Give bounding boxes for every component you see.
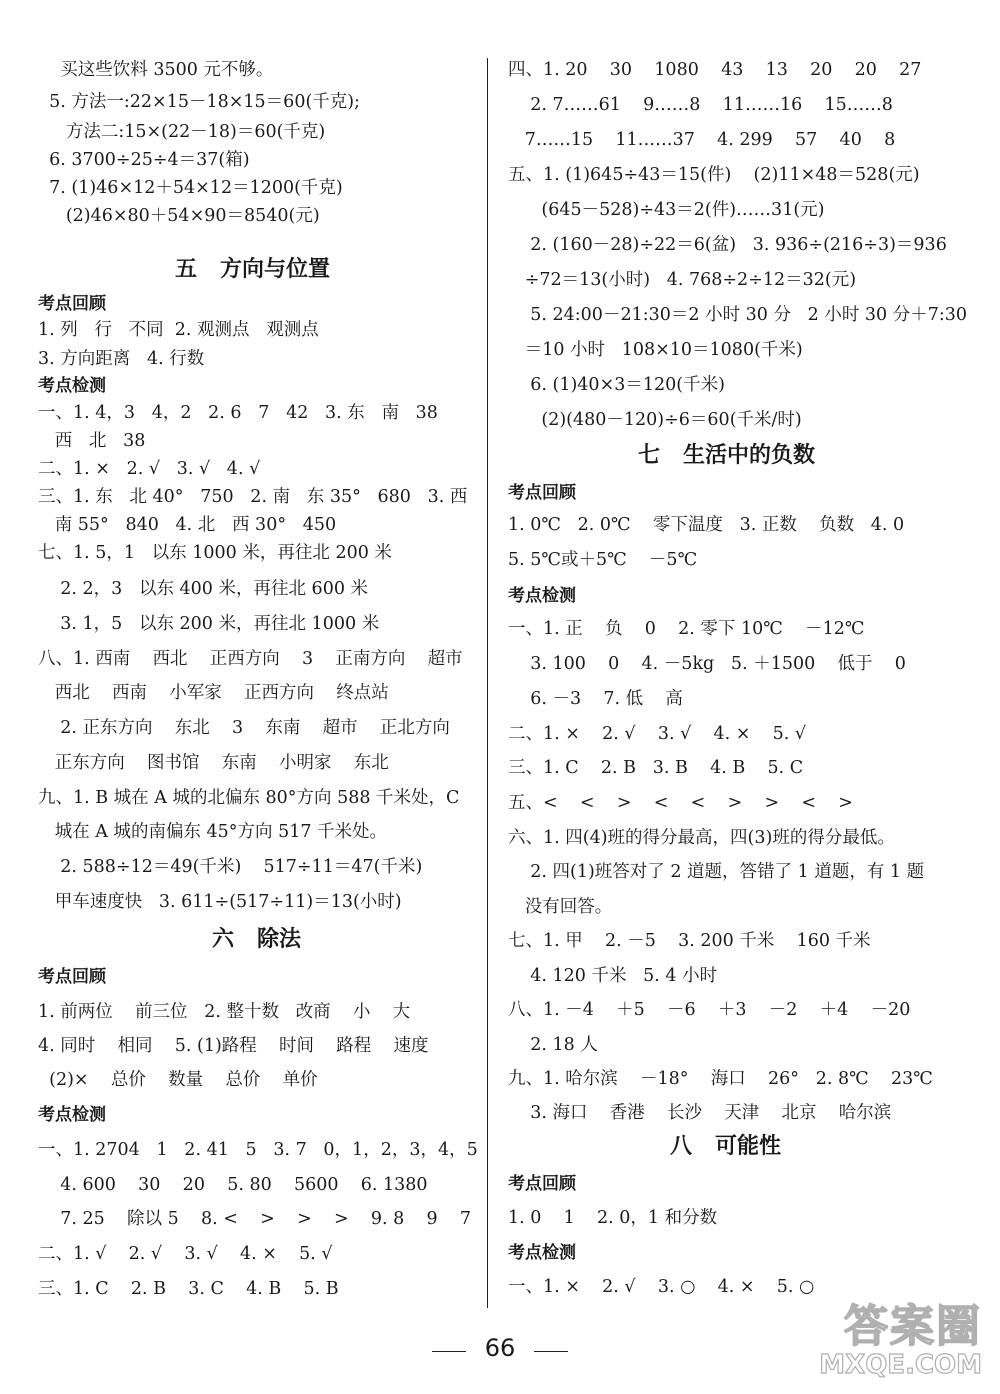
answer-line: 1. 列 行 不同 2. 观测点 观测点 [38, 320, 319, 340]
subsection-label: 考点检测 [508, 1243, 576, 1263]
answer-line: 方法二:15×(22－18)＝60(千克) [38, 122, 326, 142]
answer-line: 5. 24:00－21:30＝2 小时 30 分 2 小时 30 分＋7:30 [508, 305, 968, 325]
answer-line: 三、1. 东 北 40° 750 2. 南 东 35° 680 3. 西 [38, 487, 468, 507]
answer-line: 五、1. (1)645÷43＝15(件) (2)11×48＝528(元) [508, 165, 920, 185]
answer-line: 二、1. × 2. √ 3. √ 4. × 5. √ [508, 724, 807, 744]
page-number: 66 [484, 1334, 516, 1362]
answer-line: 2. 2，3 以东 400 米，再往北 600 米 [38, 579, 369, 599]
subsection-label: 考点检测 [508, 586, 576, 606]
answer-line: 2. 四(1)班答对了 2 道题，答错了 1 道题，有 1 题 [508, 862, 925, 882]
answer-line: 八、1. 西南 西北 正西方向 3 正南方向 超市 [38, 649, 463, 669]
answer-line: 八、1. －4 ＋5 －6 ＋3 －2 ＋4 －20 [508, 1000, 911, 1020]
answer-line: 6. 3700÷25÷4＝37(箱) [38, 150, 250, 170]
answer-line: 1. 前两位 前三位 2. 整十数 改商 小 大 [38, 1002, 411, 1022]
answer-line: 2. 588÷12＝49(千米) 517÷11＝47(千米) [38, 857, 423, 877]
answer-line: (2)46×80＋54×90＝8540(元) [38, 206, 320, 226]
section-heading: 六 除法 [212, 927, 301, 952]
answer-line: 三、1. C 2. B 3. B 4. B 5. C [508, 758, 804, 778]
answer-line: 一、1. 2704 1 2. 41 5 3. 7 0，1，2，3，4，5 [38, 1140, 478, 1160]
answer-line: 三、1. C 2. B 3. C 4. B 5. B [38, 1279, 339, 1299]
watermark-text: 答案圈 [844, 1301, 982, 1352]
subsection-label: 考点检测 [38, 1105, 106, 1125]
section-heading: 五 方向与位置 [175, 257, 330, 282]
answer-line: 四、1. 20 30 1080 43 13 20 20 27 [508, 60, 922, 80]
answer-line: 4. 同时 相同 5. (1)路程 时间 路程 速度 [38, 1036, 429, 1056]
answer-line: 七、1. 5，1 以东 1000 米，再往北 200 米 [38, 543, 392, 563]
answer-line: 2. 7……61 9……8 11……16 15……8 [508, 95, 893, 115]
answer-line: 没有回答。 [508, 897, 613, 917]
answer-line: 甲车速度快 3. 611÷(517÷11)＝13(小时) [38, 892, 402, 912]
answer-line: 二、1. √ 2. √ 3. √ 4. × 5. √ [38, 1244, 333, 1264]
answer-line: 2. 正东方向 东北 3 东南 超市 正北方向 [38, 718, 450, 738]
answer-line: 正东方向 图书馆 东南 小明家 东北 [38, 753, 389, 773]
answer-line: 一、1. 正 负 0 2. 零下 10℃ －12℃ [508, 619, 865, 639]
answer-line: 3. 1，5 以东 200 米，再往北 1000 米 [38, 614, 380, 634]
watermark-url: MXQE.COM [819, 1350, 982, 1380]
answer-line: 2. 18 人 [508, 1035, 598, 1055]
answer-line: 5. 5℃或＋5℃ －5℃ [508, 550, 698, 570]
answer-line: (2)(480－120)÷6＝60(千米/时) [508, 410, 802, 430]
answer-line: 西 北 38 [38, 431, 146, 451]
answer-line: 五、< < > < < > > < > [508, 793, 853, 813]
answer-line: 3. 海口 香港 长沙 天津 北京 哈尔滨 [508, 1103, 892, 1123]
answer-line: 南 55° 840 4. 北 西 30° 450 [38, 515, 337, 535]
answer-line: 七、1. 甲 2. －5 3. 200 千米 160 千米 [508, 931, 871, 951]
answer-line: ＝10 小时 108×10＝1080(千米) [508, 340, 803, 360]
answer-line: 4. 120 千米 5. 4 小时 [508, 966, 718, 986]
answer-line: 一、1. 4，3 4，2 2. 6 7 42 3. 东 南 38 [38, 403, 438, 423]
answer-line: 一、1. × 2. √ 3. ○ 4. × 5. ○ [508, 1277, 815, 1297]
answer-line: 4. 600 30 20 5. 80 5600 6. 1380 [38, 1175, 428, 1195]
answer-line: 2. (160－28)÷22＝6(盆) 3. 936÷(216÷3)＝936 [508, 235, 947, 255]
subsection-label: 考点回顾 [508, 483, 576, 503]
answer-line: 九、1. 哈尔滨 －18° 海口 26° 2. 8℃ 23℃ [508, 1069, 933, 1089]
answer-line: 西北 西南 小军家 正西方向 终点站 [38, 683, 389, 703]
answer-line: (645－528)÷43＝2(件)……31(元) [508, 200, 825, 220]
answer-line: 6. (1)40×3＝120(千米) [508, 375, 725, 395]
subsection-label: 考点检测 [38, 376, 106, 396]
answer-line: 7……15 11……37 4. 299 57 40 8 [508, 130, 896, 150]
answer-line: 3. 方向距离 4. 行数 [38, 349, 205, 369]
answer-line: 城在 A 城的南偏东 45°方向 517 千米处。 [38, 822, 388, 842]
answer-line: 6. －3 7. 低 高 [508, 689, 683, 709]
answer-line: 5. 方法一:22×15－18×15＝60(千克); [38, 92, 360, 112]
section-heading: 七 生活中的负数 [638, 443, 815, 468]
subsection-label: 考点回顾 [508, 1174, 576, 1194]
answer-line: 1. 0℃ 2. 0℃ 零下温度 3. 正数 负数 4. 0 [508, 515, 905, 535]
watermark-logo [819, 1290, 990, 1380]
answer-line: 3. 100 0 4. －5kg 5. ＋1500 低于 0 [508, 654, 906, 674]
answer-line: 7. 25 除以 5 8. < > > > 9. 8 9 7 [38, 1209, 472, 1229]
footer-dash-left [432, 1351, 466, 1352]
footer-dash-right [534, 1351, 568, 1352]
answer-line: 六、1. 四(4)班的得分最高，四(3)班的得分最低。 [508, 828, 895, 848]
answer-line: 九、1. B 城在 A 城的北偏东 80°方向 588 千米处，C [38, 788, 460, 808]
answer-line: ÷72＝13(小时) 4. 768÷2÷12＝32(元) [508, 270, 857, 290]
section-heading: 八 可能性 [670, 1134, 781, 1159]
answer-line: (2)× 总价 数量 总价 单价 [38, 1070, 318, 1090]
answer-line: 二、1. × 2. √ 3. √ 4. √ [38, 459, 261, 479]
answer-line: 买这些饮料 3500 元不够。 [38, 60, 274, 80]
column-divider [487, 58, 488, 1308]
answer-line: 7. (1)46×12＋54×12＝1200(千克) [38, 178, 343, 198]
subsection-label: 考点回顾 [38, 967, 106, 987]
subsection-label: 考点回顾 [38, 294, 106, 314]
answer-line: 1. 0 1 2. 0，1 和分数 [508, 1208, 718, 1228]
